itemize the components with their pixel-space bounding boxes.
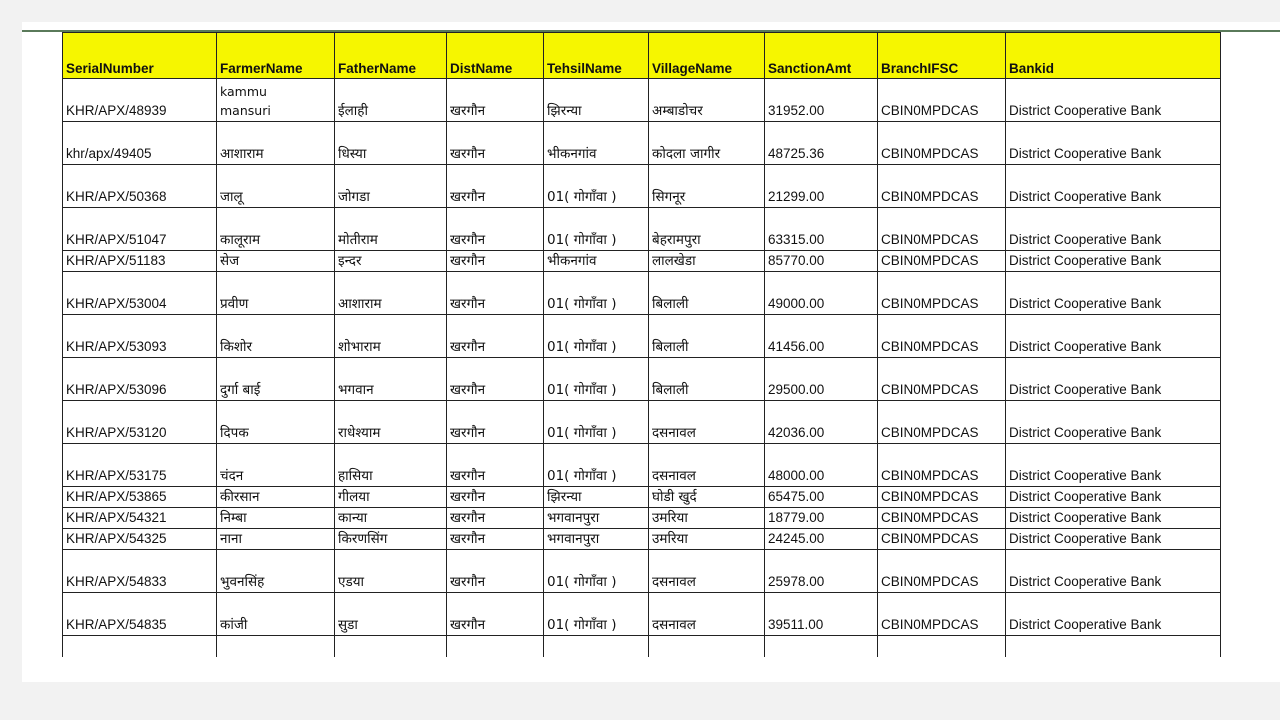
table-row — [63, 550, 1221, 593]
cell-branch-ifsc: CBIN0MPDCAS — [878, 550, 1006, 593]
cell-serial-number: KHR/APX/53175 — [63, 444, 217, 487]
cell-tehsil-name: भगवानपुरा — [544, 529, 649, 550]
cell-dist-name: खरगौन — [447, 251, 544, 272]
cell-tehsil-name: भीकनगांव — [544, 251, 649, 272]
cell-father-name: कान्या — [335, 508, 447, 529]
table-row — [63, 529, 1221, 550]
cell-farmer-name: कीरसान — [217, 487, 335, 508]
cell-sanction-amt: 48725.36 — [765, 122, 878, 165]
cell-village-name: उमरिया — [649, 529, 765, 550]
cell-bank-id: District Cooperative Bank — [1006, 593, 1221, 636]
cell-farmer-name: दिपक — [217, 401, 335, 444]
table-row — [63, 272, 1221, 315]
col-header-serial-number: SerialNumber — [63, 33, 217, 79]
cell-tehsil-name: 01( गोगॉंवा ) — [544, 401, 649, 444]
cell-branch-ifsc: CBIN0MPDCAS — [878, 315, 1006, 358]
cell-father-name: शोभाराम — [335, 315, 447, 358]
col-header-sanction-amt: SanctionAmt — [765, 33, 878, 79]
cell-bank-id: District Cooperative Bank — [1006, 251, 1221, 272]
cell-sanction-amt: 63315.00 — [765, 208, 878, 251]
cell-bank-id: District Cooperative Bank — [1006, 358, 1221, 401]
cell-village-name: लालखेडा — [649, 251, 765, 272]
cell-sanction-amt: 42036.00 — [765, 401, 878, 444]
cell-farmer-name: नाना — [217, 529, 335, 550]
cell-father-name: किरणसिंग — [335, 529, 447, 550]
table-row — [63, 444, 1221, 487]
cell-bank-id: District Cooperative Bank — [1006, 487, 1221, 508]
cell-sanction-amt: 65475.00 — [765, 487, 878, 508]
cell-farmer-name: जालू — [217, 165, 335, 208]
cell-father-name: जोगडा — [335, 165, 447, 208]
col-header-dist-name: DistName — [447, 33, 544, 79]
cell-dist-name: खरगौन — [447, 444, 544, 487]
empty-cell — [63, 636, 217, 658]
cell-dist-name: खरगौन — [447, 358, 544, 401]
cell-father-name: एडया — [335, 550, 447, 593]
table-body — [63, 79, 1221, 658]
cell-serial-number: KHR/APX/53096 — [63, 358, 217, 401]
cell-father-name: भगवान — [335, 358, 447, 401]
cell-tehsil-name: झिरन्या — [544, 487, 649, 508]
col-header-bank-id: Bankid — [1006, 33, 1221, 79]
cell-farmer-name: आशाराम — [217, 122, 335, 165]
cell-branch-ifsc: CBIN0MPDCAS — [878, 165, 1006, 208]
cell-father-name: मोतीराम — [335, 208, 447, 251]
cell-tehsil-name: 01( गोगॉंवा ) — [544, 315, 649, 358]
cell-sanction-amt: 25978.00 — [765, 550, 878, 593]
cell-dist-name: खरगौन — [447, 508, 544, 529]
cell-dist-name: खरगौन — [447, 487, 544, 508]
table-row — [63, 487, 1221, 508]
cell-branch-ifsc: CBIN0MPDCAS — [878, 401, 1006, 444]
table-row — [63, 315, 1221, 358]
cell-father-name: राधेश्याम — [335, 401, 447, 444]
cell-father-name: ईलाही — [335, 79, 447, 122]
cell-farmer-name: किशोर — [217, 315, 335, 358]
table-container — [62, 32, 1221, 657]
cell-father-name: आशाराम — [335, 272, 447, 315]
cell-branch-ifsc: CBIN0MPDCAS — [878, 593, 1006, 636]
cell-sanction-amt: 24245.00 — [765, 529, 878, 550]
table-row — [63, 401, 1221, 444]
cell-serial-number: KHR/APX/54325 — [63, 529, 217, 550]
cell-sanction-amt: 29500.00 — [765, 358, 878, 401]
cell-tehsil-name: झिरन्या — [544, 79, 649, 122]
cell-father-name: इन्दर — [335, 251, 447, 272]
cell-branch-ifsc: CBIN0MPDCAS — [878, 444, 1006, 487]
col-header-farmer-name: FarmerName — [217, 33, 335, 79]
cell-bank-id: District Cooperative Bank — [1006, 529, 1221, 550]
empty-cell — [878, 636, 1006, 658]
empty-cell — [649, 636, 765, 658]
cell-serial-number: KHR/APX/54833 — [63, 550, 217, 593]
cell-village-name: दसनावल — [649, 593, 765, 636]
cell-village-name: घोडी खुर्द — [649, 487, 765, 508]
cell-farmer-name: भुवनसिंह — [217, 550, 335, 593]
cell-farmer-name: सेज — [217, 251, 335, 272]
cell-father-name: सुडा — [335, 593, 447, 636]
cell-branch-ifsc: CBIN0MPDCAS — [878, 358, 1006, 401]
cell-farmer-name: कालूराम — [217, 208, 335, 251]
cell-bank-id: District Cooperative Bank — [1006, 122, 1221, 165]
cell-branch-ifsc: CBIN0MPDCAS — [878, 487, 1006, 508]
col-header-branch-ifsc: BranchIFSC — [878, 33, 1006, 79]
cell-bank-id: District Cooperative Bank — [1006, 272, 1221, 315]
cell-tehsil-name: 01( गोगॉंवा ) — [544, 550, 649, 593]
table-row — [63, 358, 1221, 401]
cell-bank-id: District Cooperative Bank — [1006, 444, 1221, 487]
cell-branch-ifsc: CBIN0MPDCAS — [878, 272, 1006, 315]
cell-branch-ifsc: CBIN0MPDCAS — [878, 208, 1006, 251]
cell-dist-name: खरगौन — [447, 550, 544, 593]
cell-dist-name: खरगौन — [447, 529, 544, 550]
cell-sanction-amt: 85770.00 — [765, 251, 878, 272]
cell-tehsil-name: 01( गोगॉंवा ) — [544, 272, 649, 315]
cell-serial-number: KHR/APX/53004 — [63, 272, 217, 315]
cell-tehsil-name: 01( गोगॉंवा ) — [544, 444, 649, 487]
cell-village-name: सिगनूर — [649, 165, 765, 208]
cell-bank-id: District Cooperative Bank — [1006, 208, 1221, 251]
cell-village-name: बेहरामपुरा — [649, 208, 765, 251]
empty-cell — [765, 636, 878, 658]
cell-sanction-amt: 39511.00 — [765, 593, 878, 636]
table-row — [63, 122, 1221, 165]
cell-bank-id: District Cooperative Bank — [1006, 79, 1221, 122]
cell-serial-number: KHR/APX/53120 — [63, 401, 217, 444]
empty-cell — [1006, 636, 1221, 658]
cell-village-name: दसनावल — [649, 444, 765, 487]
cell-branch-ifsc: CBIN0MPDCAS — [878, 529, 1006, 550]
cell-dist-name: खरगौन — [447, 315, 544, 358]
col-header-tehsil-name: TehsilName — [544, 33, 649, 79]
cell-farmer-name: प्रवीण — [217, 272, 335, 315]
empty-cell — [217, 636, 335, 658]
col-header-father-name: FatherName — [335, 33, 447, 79]
cell-farmer-name: निम्बा — [217, 508, 335, 529]
farmer-loan-table — [62, 32, 1221, 657]
table-row — [63, 208, 1221, 251]
cell-bank-id: District Cooperative Bank — [1006, 165, 1221, 208]
cell-dist-name: खरगौन — [447, 79, 544, 122]
table-row — [63, 251, 1221, 272]
cell-dist-name: खरगौन — [447, 593, 544, 636]
cell-branch-ifsc: CBIN0MPDCAS — [878, 79, 1006, 122]
cell-village-name: अम्बाडोचर — [649, 79, 765, 122]
cell-serial-number: KHR/APX/54835 — [63, 593, 217, 636]
cell-village-name: कोदला जागीर — [649, 122, 765, 165]
cell-village-name: उमरिया — [649, 508, 765, 529]
cell-branch-ifsc: CBIN0MPDCAS — [878, 251, 1006, 272]
cell-farmer-name: दुर्गा बाई — [217, 358, 335, 401]
cell-serial-number: KHR/APX/53093 — [63, 315, 217, 358]
cell-farmer-name: चंदन — [217, 444, 335, 487]
cell-bank-id: District Cooperative Bank — [1006, 401, 1221, 444]
empty-cell — [544, 636, 649, 658]
cell-sanction-amt: 18779.00 — [765, 508, 878, 529]
cell-sanction-amt: 41456.00 — [765, 315, 878, 358]
cell-farmer-name: kammu mansuri — [217, 79, 335, 122]
cell-tehsil-name: भगवानपुरा — [544, 508, 649, 529]
cell-branch-ifsc: CBIN0MPDCAS — [878, 122, 1006, 165]
cell-sanction-amt: 31952.00 — [765, 79, 878, 122]
table-row — [63, 165, 1221, 208]
cell-tehsil-name: भीकनगांव — [544, 122, 649, 165]
cell-serial-number: KHR/APX/51047 — [63, 208, 217, 251]
cell-serial-number: KHR/APX/51183 — [63, 251, 217, 272]
cell-branch-ifsc: CBIN0MPDCAS — [878, 508, 1006, 529]
cell-village-name: बिलाली — [649, 272, 765, 315]
cell-serial-number: KHR/APX/54321 — [63, 508, 217, 529]
cell-village-name: बिलाली — [649, 358, 765, 401]
cell-dist-name: खरगौन — [447, 272, 544, 315]
cell-father-name: हासिया — [335, 444, 447, 487]
cell-farmer-name: कांजी — [217, 593, 335, 636]
cell-father-name: गीलया — [335, 487, 447, 508]
empty-cell — [447, 636, 544, 658]
cell-serial-number: KHR/APX/53865 — [63, 487, 217, 508]
cell-father-name: धिस्या — [335, 122, 447, 165]
cell-bank-id: District Cooperative Bank — [1006, 550, 1221, 593]
cell-bank-id: District Cooperative Bank — [1006, 508, 1221, 529]
cell-dist-name: खरगौन — [447, 165, 544, 208]
cell-village-name: दसनावल — [649, 401, 765, 444]
empty-cell — [335, 636, 447, 658]
cell-tehsil-name: 01( गोगॉंवा ) — [544, 593, 649, 636]
cell-village-name: दसनावल — [649, 550, 765, 593]
cell-dist-name: खरगौन — [447, 401, 544, 444]
table-row — [63, 508, 1221, 529]
cell-tehsil-name: 01( गोगॉंवा ) — [544, 358, 649, 401]
cell-village-name: बिलाली — [649, 315, 765, 358]
col-header-village-name: VillageName — [649, 33, 765, 79]
cell-tehsil-name: 01( गोगॉंवा ) — [544, 208, 649, 251]
cell-sanction-amt: 48000.00 — [765, 444, 878, 487]
cell-sanction-amt: 21299.00 — [765, 165, 878, 208]
table-row — [63, 79, 1221, 122]
cell-sanction-amt: 49000.00 — [765, 272, 878, 315]
spreadsheet-page — [22, 22, 1280, 682]
cell-dist-name: खरगौन — [447, 208, 544, 251]
header-row — [63, 33, 1221, 79]
cell-serial-number: KHR/APX/50368 — [63, 165, 217, 208]
empty-trailing-row — [63, 636, 1221, 658]
cell-serial-number: KHR/APX/48939 — [63, 79, 217, 122]
cell-dist-name: खरगौन — [447, 122, 544, 165]
cell-serial-number: khr/apx/49405 — [63, 122, 217, 165]
table-row — [63, 593, 1221, 636]
cell-tehsil-name: 01( गोगॉंवा ) — [544, 165, 649, 208]
cell-bank-id: District Cooperative Bank — [1006, 315, 1221, 358]
